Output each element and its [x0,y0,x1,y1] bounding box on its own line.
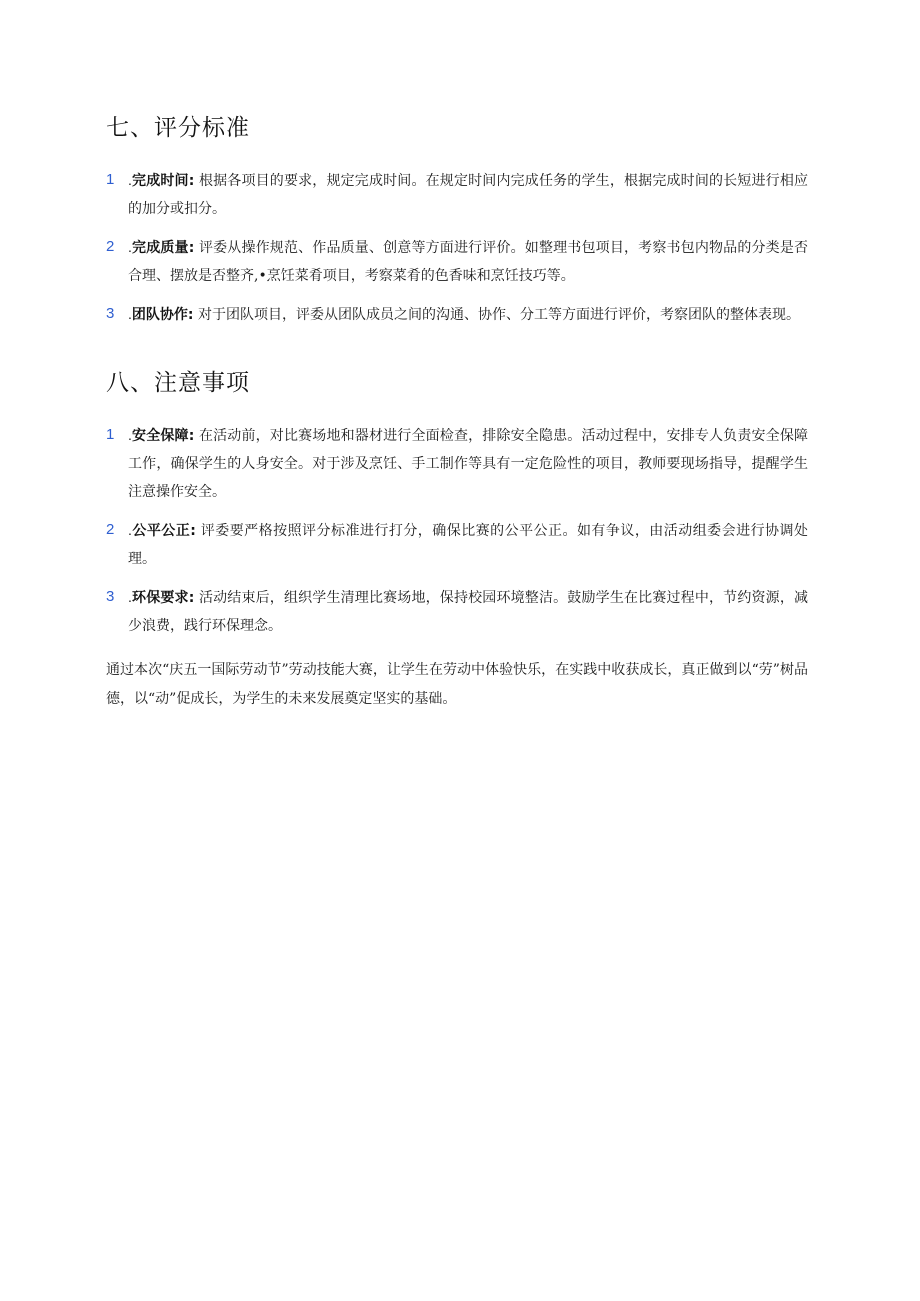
conclusion-paragraph: 通过本次“庆五一国际劳动节”劳动技能大赛，让学生在劳动中体验快乐，在实践中收获成长，真正做到以“劳”树品德，以“动”促成长，为学生的未来发展奠定坚实的基础。 [106,662,808,707]
item-key: 完成时间: [131,173,195,189]
item-number: 3 [106,305,115,322]
item-text: 评委从操作规范、作品质量、创意等方面进行评价。如整理书包项目，考察书包内物品的分类是否合理、摆放是否整齐,•烹饪菜肴项目，考察菜肴的色香味和烹饪技巧等。 [128,240,808,284]
item-number: 1 [106,426,115,443]
item-body: .完成时间: 根据各项目的要求，规定完成时间。在规定时间内完成任务的学生，根据完成时间的长短进行相应的加分或扣分。 [128,172,808,217]
section-title: 七、评分标准 [106,115,250,141]
document-page [106,108,808,728]
section-title: 八、注意事项 [106,370,250,396]
list-item [106,233,808,290]
item-key: 完成质量: [131,240,195,256]
item-body: .公平公正: 评委要严格按照评分标准进行打分，确保比赛的公平公正。如有争议，由活动组委会进行协调处理。 [128,522,808,567]
item-number: 2 [106,521,115,538]
item-text: 在活动前，对比赛场地和器材进行全面检查，排除安全隐患。活动过程中，安排专人负责安全保障工作，确保学生的人身安全。对于涉及烹饪、手工制作等具有一定危险性的项目，教师要现场指导，提醒学生注意操作安全。 [128,428,808,500]
item-text: 根据各项目的要求，规定完成时间。在规定时间内完成任务的学生，根据完成时间的长短进行相应的加分或扣分。 [128,173,808,217]
item-body: .安全保障: 在活动前，对比赛场地和器材进行全面检查，排除安全隐患。活动过程中，安排专人负责安全保障工作，确保学生的人身安全。对于涉及烹饪、手工制作等具有一定危险性的项目，教师要现场指导，提醒学生注意操作安全。 [128,427,808,500]
item-number: 2 [106,238,115,255]
item-text: 评委要严格按照评分标准进行打分，确保比赛的公平公正。如有争议，由活动组委会进行协调处理。 [128,523,808,567]
item-key: 团队协作: [131,307,194,323]
item-key: 安全保障: [131,428,195,444]
item-body: .环保要求: 活动结束后，组织学生清理比赛场地，保持校园环境整洁。鼓励学生在比赛过程中，节约资源，减少浪费，践行环保理念。 [128,589,808,634]
list-item [106,166,808,223]
list-item [106,421,808,506]
list-item [106,300,808,329]
item-key: 公平公正: [131,523,196,539]
list-item [106,583,808,640]
list-item [106,516,808,573]
item-key: 环保要求: [131,590,195,606]
item-body: .完成质量: 评委从操作规范、作品质量、创意等方面进行评价。如整理书包项目，考察书包内物品的分类是否合理、摆放是否整齐,•烹饪菜肴项目，考察菜肴的色香味和烹饪技巧等。 [128,239,808,284]
item-text: 活动结束后，组织学生清理比赛场地，保持校园环境整洁。鼓励学生在比赛过程中，节约资源，减少浪费，践行环保理念。 [128,590,808,634]
section-precautions [106,363,808,640]
item-text: 对于团队项目，评委从团队成员之间的沟通、协作、分工等方面进行评价，考察团队的整体表现。 [197,307,800,323]
item-body: .团队协作: 对于团队项目，评委从团队成员之间的沟通、协作、分工等方面进行评价，考察团队的整体表现。 [128,306,800,323]
item-number: 1 [106,171,115,188]
section-scoring-criteria [106,108,808,329]
item-number: 3 [106,588,115,605]
